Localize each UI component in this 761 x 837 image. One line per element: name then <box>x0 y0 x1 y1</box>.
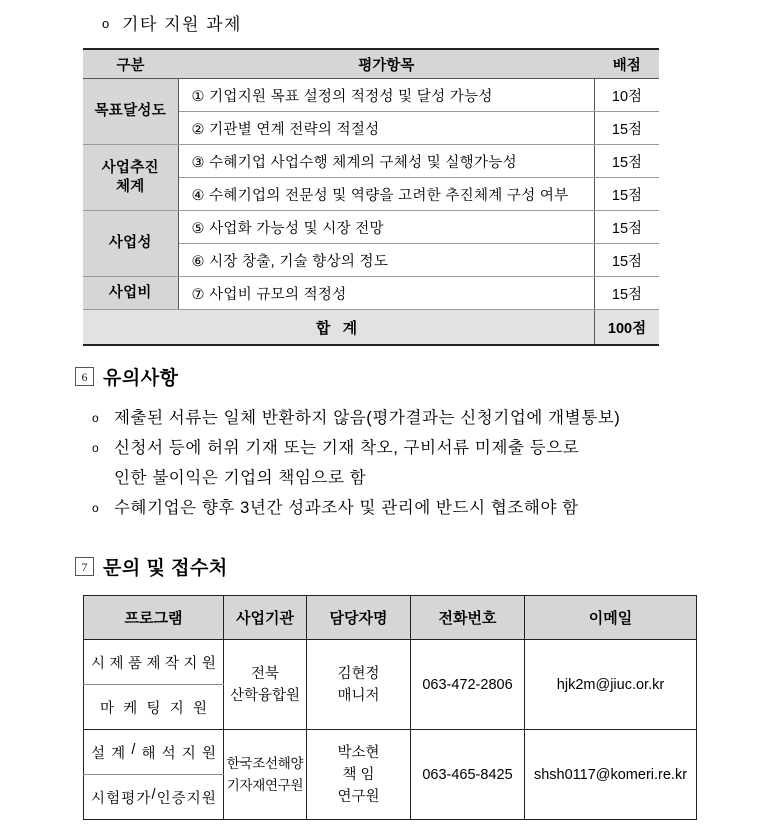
char: 원 <box>192 700 207 717</box>
char: 지 <box>181 745 196 762</box>
intro-bullet-line <box>102 14 242 36</box>
section-title: 유의사항 <box>103 368 179 389</box>
char: 해 <box>141 745 156 762</box>
char: 지 <box>186 790 201 807</box>
notice-text-line-1: 신청서 등에 허위 기재 또는 기재 착오, 구비서류 미제출 등으로 <box>114 439 580 457</box>
total-score: 100점 <box>595 310 660 346</box>
category-line-2: 체계 <box>115 178 145 195</box>
char: / <box>131 741 136 758</box>
criteria-item: ⑦ 사업비 규모의 적정성 <box>178 277 595 310</box>
criteria-item: ① 기업지원 목표 설정의 적정성 및 달성 가능성 <box>178 79 595 112</box>
category-line-1: 사업추진 <box>101 159 159 176</box>
char: / <box>151 786 156 803</box>
char: 품 <box>127 655 142 672</box>
notice-text: 수혜기업은 향후 3년간 성과조사 및 관리에 반드시 협조해야 함 <box>114 499 579 517</box>
program-name-spread <box>84 787 223 808</box>
char: 시 <box>91 655 106 672</box>
char: 원 <box>201 790 216 807</box>
char: 인 <box>156 790 171 807</box>
list-item <box>92 493 692 523</box>
intro-bullet-text: 기타 지원 과제 <box>122 15 242 34</box>
manager-name: 박소현 <box>337 744 380 761</box>
email-cell: hjk2m@jiuc.or.kr <box>525 640 697 730</box>
char: 제 <box>109 655 124 672</box>
char: 케 <box>123 700 138 717</box>
org-line-2: 산학융합원 <box>229 687 301 704</box>
notices-list <box>92 403 692 523</box>
table-row <box>84 730 697 775</box>
char: 계 <box>111 745 126 762</box>
phone-cell: 063-472-2806 <box>411 640 525 730</box>
program-cell <box>84 775 224 820</box>
char: 험 <box>106 790 121 807</box>
list-item <box>92 433 692 493</box>
char: 팅 <box>146 700 161 717</box>
org-line-2: 기자재연구원 <box>226 777 304 793</box>
bullet-circle-icon: o <box>92 441 100 455</box>
header-email: 이메일 <box>525 596 697 640</box>
category-cell: 목표달성도 <box>83 79 178 145</box>
program-name-spread <box>84 697 223 718</box>
char: 설 <box>91 745 106 762</box>
table-row <box>83 277 659 310</box>
table-row <box>83 211 659 244</box>
table-total-row <box>83 310 659 346</box>
section-title: 문의 및 접수처 <box>103 558 228 579</box>
notice-text: 제출된 서류는 일체 반환하지 않음(평가결과는 신청기업에 개별통보) <box>114 409 621 427</box>
section-number-badge: 6 <box>75 367 94 386</box>
contact-header-row <box>84 596 697 640</box>
criteria-score: 15점 <box>595 211 660 244</box>
section-heading-notices <box>75 363 178 390</box>
header-program: 프로그램 <box>84 596 224 640</box>
criteria-score: 15점 <box>595 112 660 145</box>
criteria-score: 15점 <box>595 244 660 277</box>
header-organization: 사업기관 <box>224 596 307 640</box>
organization-cell <box>224 730 307 820</box>
notice-text-line-2: 인한 불이익은 기업의 책임으로 함 <box>114 469 367 487</box>
header-item: 평가항목 <box>178 49 595 79</box>
criteria-score: 15점 <box>595 178 660 211</box>
section-heading-contact <box>75 553 228 580</box>
section-number-badge: 7 <box>75 557 94 576</box>
criteria-item: ② 기관별 연계 전략의 적절성 <box>178 112 595 145</box>
category-cell: 사업성 <box>83 211 178 277</box>
header-phone: 전화번호 <box>411 596 525 640</box>
header-category: 구분 <box>83 49 178 79</box>
bullet-circle-icon: o <box>102 16 111 31</box>
criteria-item: ③ 수혜기업 사업수행 체계의 구체성 및 실행가능성 <box>178 145 595 178</box>
char: 석 <box>161 745 176 762</box>
notice-text <box>114 433 692 493</box>
program-name-spread <box>84 652 223 673</box>
criteria-score: 15점 <box>595 277 660 310</box>
manager-cell <box>307 640 411 730</box>
table-row <box>83 145 659 178</box>
bullet-circle-icon: o <box>92 501 100 515</box>
manager-title: 매니저 <box>337 687 380 704</box>
org-line-1: 전북 <box>250 665 279 682</box>
manager-title-1: 책 임 <box>342 766 375 783</box>
char: 지 <box>183 655 198 672</box>
manager-name: 김현정 <box>337 665 380 682</box>
total-label: 합 계 <box>83 310 595 346</box>
manager-cell <box>307 730 411 820</box>
program-cell <box>84 730 224 775</box>
program-cell <box>84 640 224 685</box>
organization-cell <box>224 640 307 730</box>
table-row <box>84 640 697 685</box>
header-manager: 담당자명 <box>307 596 411 640</box>
char: 원 <box>201 655 216 672</box>
category-cell: 사업비 <box>83 277 178 310</box>
char: 원 <box>201 745 216 762</box>
char: 마 <box>100 700 115 717</box>
table-header-row <box>83 49 659 79</box>
list-item <box>92 403 692 433</box>
criteria-item: ⑥ 시장 창출, 기술 향상의 정도 <box>178 244 595 277</box>
criteria-item: ⑤ 사업화 가능성 및 시장 전망 <box>178 211 595 244</box>
program-name-spread <box>84 742 223 763</box>
phone-cell: 063-465-8425 <box>411 730 525 820</box>
table-row <box>83 79 659 112</box>
char: 가 <box>136 790 151 807</box>
bullet-circle-icon: o <box>92 411 100 425</box>
evaluation-criteria-table <box>83 48 659 346</box>
contact-table <box>83 595 697 820</box>
email-cell: shsh0117@komeri.re.kr <box>525 730 697 820</box>
char: 평 <box>121 790 136 807</box>
manager-title-2: 연구원 <box>337 788 380 805</box>
char: 지 <box>169 700 184 717</box>
char: 증 <box>171 790 186 807</box>
org-line-1: 한국조선해양 <box>226 755 304 771</box>
program-cell <box>84 685 224 730</box>
char: 시 <box>91 790 106 807</box>
header-score: 배점 <box>595 49 660 79</box>
char: 작 <box>164 655 179 672</box>
criteria-score: 15점 <box>595 145 660 178</box>
criteria-item: ④ 수혜기업의 전문성 및 역량을 고려한 추진체계 구성 여부 <box>178 178 595 211</box>
char: 제 <box>146 655 161 672</box>
criteria-score: 10점 <box>595 79 660 112</box>
category-cell <box>83 145 178 211</box>
